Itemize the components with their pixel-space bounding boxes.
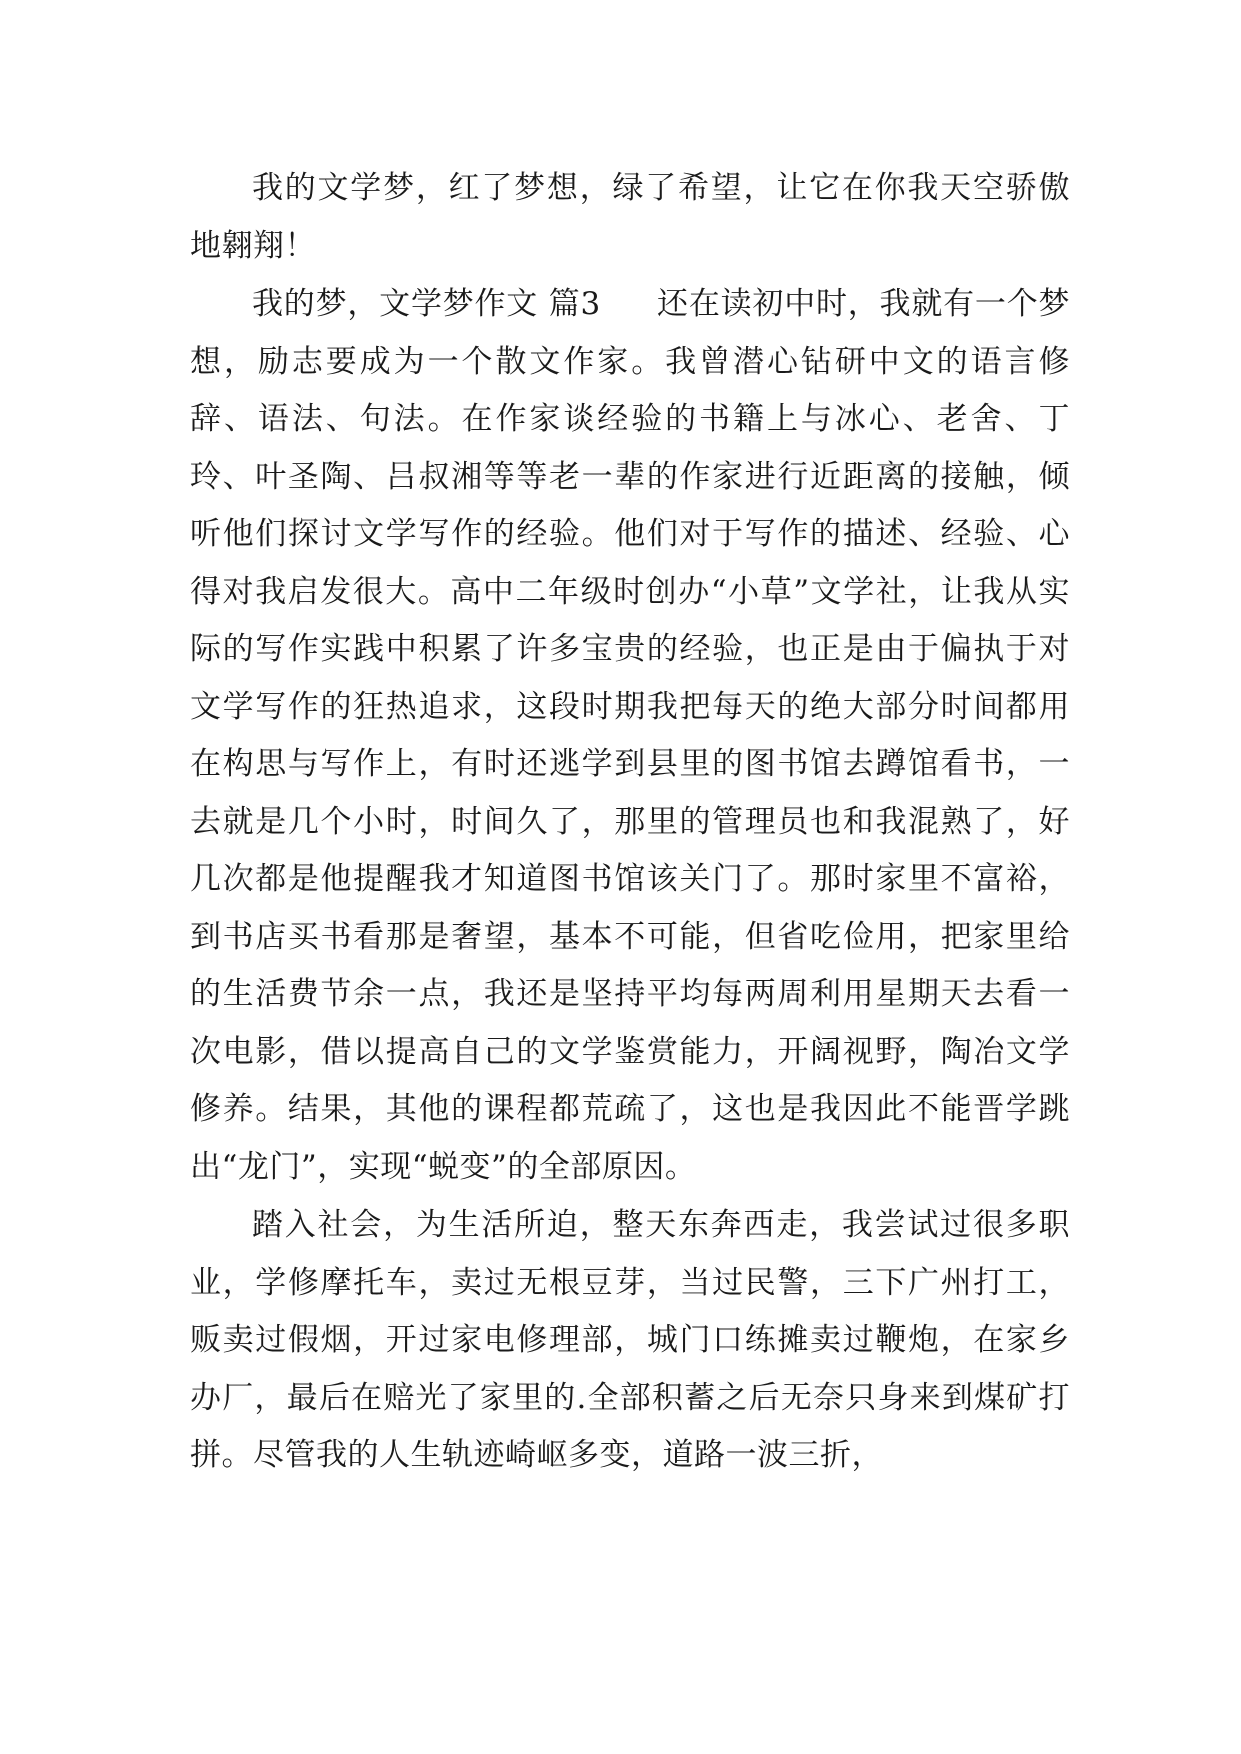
paragraph-2: [190, 276, 1070, 1196]
paragraph-3-text: 踏入社会，为生活所迫，整天东奔西走，我尝试过很多职业，学修摩托车，卖过无根豆芽，当过民警，三下广州打工，贩卖过假烟，开过家电修理部，城门口练摊卖过鞭炮，在家乡办厂，最后在赔光了家里的.全部积蓄之后无奈只身来到煤矿打拼。尽管我的人生轨迹崎岖多变，道路一波三折，: [190, 1207, 1070, 1473]
document-body: [190, 160, 1070, 1485]
paragraph-1: [190, 160, 1070, 275]
section-heading: 我的梦，文学梦作文 篇3: [252, 286, 601, 322]
paragraph-3: [190, 1197, 1070, 1485]
paragraph-1-text: 我的文学梦，红了梦想，绿了希望，让它在你我天空骄傲地翱翔！: [190, 170, 1070, 264]
paragraph-2-text: 还在读初中时，我就有一个梦想，励志要成为一个散文作家。我曾潜心钻研中文的语言修辞、语法、句法。在作家谈经验的书籍上与冰心、老舍、丁玲、叶圣陶、吕叔湘等等老一辈的作家进行近距离的接触，倾听他们探讨文学写作的经验。他们对于写作的描述、经验、心得对我启发很大。高中二年级时创办“小草”文学社，让我从实际的写作实践中积累了许多宝贵的经验，也正是由于偏执于对文学写作的狂热追求，这段时期我把每天的绝大部分时间都用在构思与写作上，有时还逃学到县里的图书馆去蹲馆看书，一去就是几个小时，时间久了，那里的管理员也和我混熟了，好几次都是他提醒我才知道图书馆该关门了。那时家里不富裕，到书店买书看那是奢望，基本不可能，但省吃俭用，把家里给的生活费节余一点，我还是坚持平均每两周利用星期天去看一次电影，借以提高自己的文学鉴赏能力，开阔视野，陶冶文学修养。结果，其他的课程都荒疏了，这也是我因此不能晋学跳出“龙门”，实现“蜕变”的全部原因。: [190, 286, 1070, 1185]
